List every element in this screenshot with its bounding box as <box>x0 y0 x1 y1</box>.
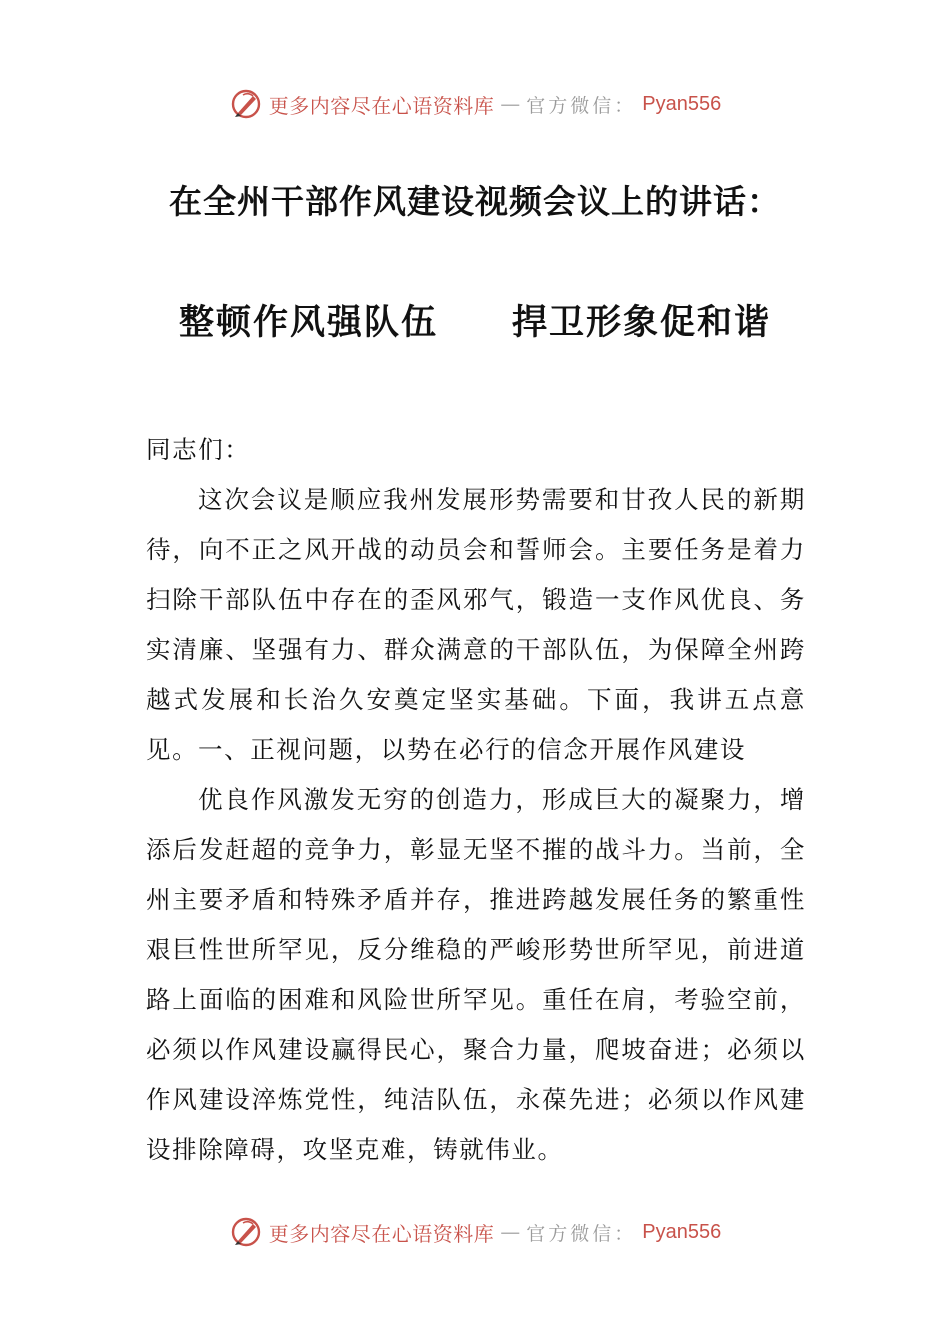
banner-dash: — <box>500 1220 521 1244</box>
paragraph: 优良作风激发无穷的创造力，形成巨大的凝聚力，增添后发赶超的竞争力，彰显无坚不摧的战斗力。当前，全州主要矛盾和特殊矛盾并存，推进跨越发展任务的繁重性艰巨性世所罕见，反分维稳的严峻形势世所罕见，前进道路上面临的困难和风险世所罕见。重任在肩，考验空前，必须以作风建设赢得民心，聚合力量，爬坡奋进；必须以作风建设淬炼党性，纯洁队伍，永葆先进；必须以作风建设排除障碍，攻坚克难，铸就伟业。 <box>146 785 806 1164</box>
document-title: 在全州干部作风建设视频会议上的讲话： <box>169 182 781 221</box>
pen-logo-icon <box>229 1215 263 1249</box>
footer-banner <box>0 1212 950 1252</box>
banner-main-text: 更多内容尽在心语资料库 <box>268 93 495 118</box>
banner-wechat-id: Pyan556 <box>642 92 722 115</box>
section-heading: 一、正视问题，以势在必行的信念开展作风建设 <box>198 735 747 764</box>
subtitle-right: 捍卫形象促和谐 <box>512 303 772 343</box>
banner-official-text: 官方微信： <box>526 94 637 117</box>
banner-official-text: 官方微信： <box>526 1222 637 1245</box>
greeting: 同志们： <box>146 435 251 464</box>
document-subtitle <box>0 295 950 345</box>
subtitle-left: 整顿作风强队伍 <box>178 303 438 343</box>
banner-main-text: 更多内容尽在心语资料库 <box>268 1221 495 1246</box>
pen-logo-icon <box>229 87 263 121</box>
paragraph: 这次会议是顺应我州发展形势需要和甘孜人民的新期待，向不正之风开战的动员会和誓师会。主要任务是着力扫除干部队伍中存在的歪风邪气，锻造一支作风优良、务实清廉、坚强有力、群众满意的干部队伍，为保障全州跨越式发展和长治久安奠定坚实基础。下面，我讲五点意见。 <box>146 485 806 764</box>
banner-wechat-id: Pyan556 <box>642 1220 722 1243</box>
banner-dash: — <box>500 92 521 116</box>
header-banner <box>0 84 950 124</box>
